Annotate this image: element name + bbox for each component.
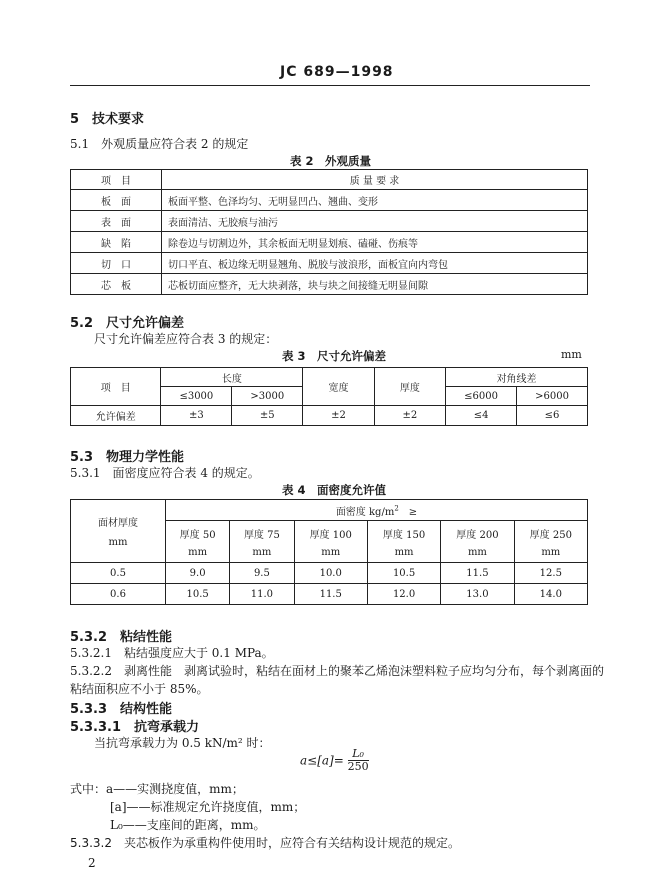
table-4-cell: 0.6 (71, 584, 166, 605)
table-2-head-item: 项 目 (71, 170, 162, 190)
table-2-cell: 除卷边与切割边外，其余板面无明显划痕、磕碰、伤痕等 (162, 232, 588, 253)
table-4-cell: 10.5 (166, 584, 230, 605)
table-4-head-facing-thickness-unit: mm (108, 537, 128, 548)
deflection-formula (300, 748, 369, 773)
table-3-head-diagonal: 对角线差 (446, 368, 588, 387)
table-2-cell: 表 面 (71, 211, 162, 232)
table-4-head-density (166, 500, 588, 521)
table-2-cell: 缺 陷 (71, 232, 162, 253)
table-3-head-length: 长度 (161, 368, 303, 387)
formula-fraction (348, 748, 369, 773)
thickness-unit: mm (321, 546, 341, 558)
table-3-caption: 表 3 尺寸允许偏差 (282, 349, 387, 363)
table-4-head-thickness (230, 521, 294, 563)
table-4-cell: 13.0 (441, 584, 514, 605)
section-5-3-3-title: 5.3.3 结构性能 (70, 702, 173, 717)
table-2-cell: 板 面 (71, 190, 162, 211)
table-4-head-facing-thickness-label: 面材厚度 (98, 518, 138, 529)
thickness-value: 150 (406, 529, 426, 541)
section-5-3-2-title: 5.3.2 粘结性能 (70, 630, 173, 645)
formula-numerator: L₀ (348, 748, 369, 761)
table-4-cell: 9.5 (230, 563, 294, 584)
formula-denominator: 250 (347, 760, 369, 773)
thickness-label: 厚度 (456, 529, 477, 541)
formula-lhs: a≤[a]= (300, 753, 344, 768)
table-row (71, 190, 588, 211)
table-4-cell: 12.5 (514, 563, 587, 584)
section-5-3-3-1-title: 5.3.3.1 抗弯承载力 (70, 720, 199, 735)
table-4-cell: 11.5 (294, 584, 367, 605)
table-4-head-thickness (514, 521, 587, 563)
table-4-cell: 14.0 (514, 584, 587, 605)
table-2 (70, 169, 588, 295)
section-5-3-2-2-line2: 粘结面积应不小于 85%。 (70, 682, 209, 696)
table-row (71, 274, 588, 295)
thickness-label: 厚度 (243, 529, 264, 541)
table-3-row-label: 允许偏差 (71, 406, 161, 426)
table-3-unit: mm (561, 348, 582, 361)
thickness-value: 100 (332, 529, 352, 541)
thickness-label: 厚度 (309, 529, 330, 541)
table-2-cell: 板面平整、色泽均匀、无明显凹凸、翘曲、变形 (162, 190, 588, 211)
table-4-cell: 10.5 (367, 563, 440, 584)
table-3-cell: ±2 (374, 406, 445, 426)
page-number: 2 (88, 856, 96, 870)
table-2-cell: 芯板切面应整齐，无大块剥落，块与块之间接缝无明显间隙 (162, 274, 588, 295)
section-5-3-title: 5.3 物理力学性能 (70, 450, 185, 465)
table-3-head-length-2: >3000 (232, 387, 303, 406)
thickness-unit: mm (188, 546, 208, 558)
table-3-head-width: 宽度 (303, 368, 374, 406)
thickness-unit: mm (394, 546, 414, 558)
section-5-3-1-text: 5.3.1 面密度应符合表 4 的规定。 (70, 466, 260, 480)
table-2-caption: 表 2 外观质量 (290, 154, 372, 168)
table-row (71, 232, 588, 253)
table-row (71, 406, 588, 426)
table-3-head-thickness: 厚度 (374, 368, 445, 406)
table-3 (70, 367, 588, 426)
table-3-head-length-1: ≤3000 (161, 387, 232, 406)
table-3-cell: ≤4 (446, 406, 517, 426)
table-4-cell: 12.0 (367, 584, 440, 605)
section-5-3-2-2-line1: 5.3.2.2 剥离性能 剥离试验时，粘结在面材上的聚苯乙烯泡沫塑料粒子应均匀分布，每个剥离面的 (70, 664, 604, 678)
table-4-head-thickness (294, 521, 367, 563)
section-5-3-2-1-text: 5.3.2.1 粘结强度应大于 0.1 MPa。 (70, 646, 274, 660)
section-5-2-title: 5.2 尺寸允许偏差 (70, 316, 185, 331)
table-4-head-thickness (367, 521, 440, 563)
table-4-density-symbol: ≥ (398, 506, 418, 518)
table-4-head-thickness (441, 521, 514, 563)
table-3-head-item: 项 目 (71, 368, 161, 406)
formula-legend-l0: L₀——支座间的距离，mm。 (110, 818, 266, 832)
thickness-label: 厚度 (179, 529, 200, 541)
table-row (71, 211, 588, 232)
thickness-unit: mm (467, 546, 487, 558)
table-4-density-exponent: 2 (394, 504, 399, 513)
section-5-3-3-1-condition: 当抗弯承载力为 0.5 kN/m² 时： (94, 736, 271, 750)
section-5-1-text: 5.1 外观质量应符合表 2 的规定 (70, 137, 249, 151)
thickness-unit: mm (541, 546, 561, 558)
table-2-head-requirement: 质 量 要 求 (162, 170, 588, 190)
table-2-cell: 切口平直、板边缘无明显翘角、脱胶与波浪形，面板宜向内弯包 (162, 253, 588, 274)
table-3-head-diagonal-2: >6000 (517, 387, 588, 406)
thickness-unit: mm (252, 546, 272, 558)
section-5-title: 5 技术要求 (70, 112, 145, 127)
table-4-cell: 10.0 (294, 563, 367, 584)
formula-legend-allowed: [a]——标准规定允许挠度值，mm； (110, 800, 306, 814)
table-4-density-label: 面密度 kg/m (335, 506, 395, 518)
document-code: JC 689—1998 (280, 64, 394, 80)
table-2-cell: 芯 板 (71, 274, 162, 295)
table-3-cell: ±2 (303, 406, 374, 426)
table-3-cell: ±3 (161, 406, 232, 426)
table-4-cell: 11.0 (230, 584, 294, 605)
table-row (71, 584, 588, 605)
table-4-cell: 11.5 (441, 563, 514, 584)
table-3-cell: ≤6 (517, 406, 588, 426)
thickness-label: 厚度 (382, 529, 403, 541)
formula-legend-a: 式中：a——实测挠度值，mm； (70, 782, 244, 796)
thickness-value: 75 (267, 529, 280, 541)
header-rule (70, 85, 590, 86)
table-4-head-thickness (166, 521, 230, 563)
table-4-cell: 0.5 (71, 563, 166, 584)
table-3-cell: ±5 (232, 406, 303, 426)
table-4-head-facing-thickness (71, 500, 166, 563)
table-3-head-diagonal-1: ≤6000 (446, 387, 517, 406)
table-row (71, 253, 588, 274)
table-2-cell: 表面清洁、无胶痕与油污 (162, 211, 588, 232)
table-4-cell: 9.0 (166, 563, 230, 584)
table-4 (70, 499, 588, 605)
section-5-2-text: 尺寸允许偏差应符合表 3 的规定： (94, 332, 278, 346)
table-row (71, 563, 588, 584)
thickness-label: 厚度 (529, 529, 550, 541)
thickness-value: 200 (479, 529, 499, 541)
thickness-value: 250 (552, 529, 572, 541)
thickness-value: 50 (202, 529, 216, 541)
section-5-3-3-2-text: 5.3.3.2 夹芯板作为承重构件使用时，应符合有关结构设计规范的规定。 (70, 836, 460, 850)
table-4-caption: 表 4 面密度允许值 (282, 483, 387, 497)
table-2-cell: 切 口 (71, 253, 162, 274)
